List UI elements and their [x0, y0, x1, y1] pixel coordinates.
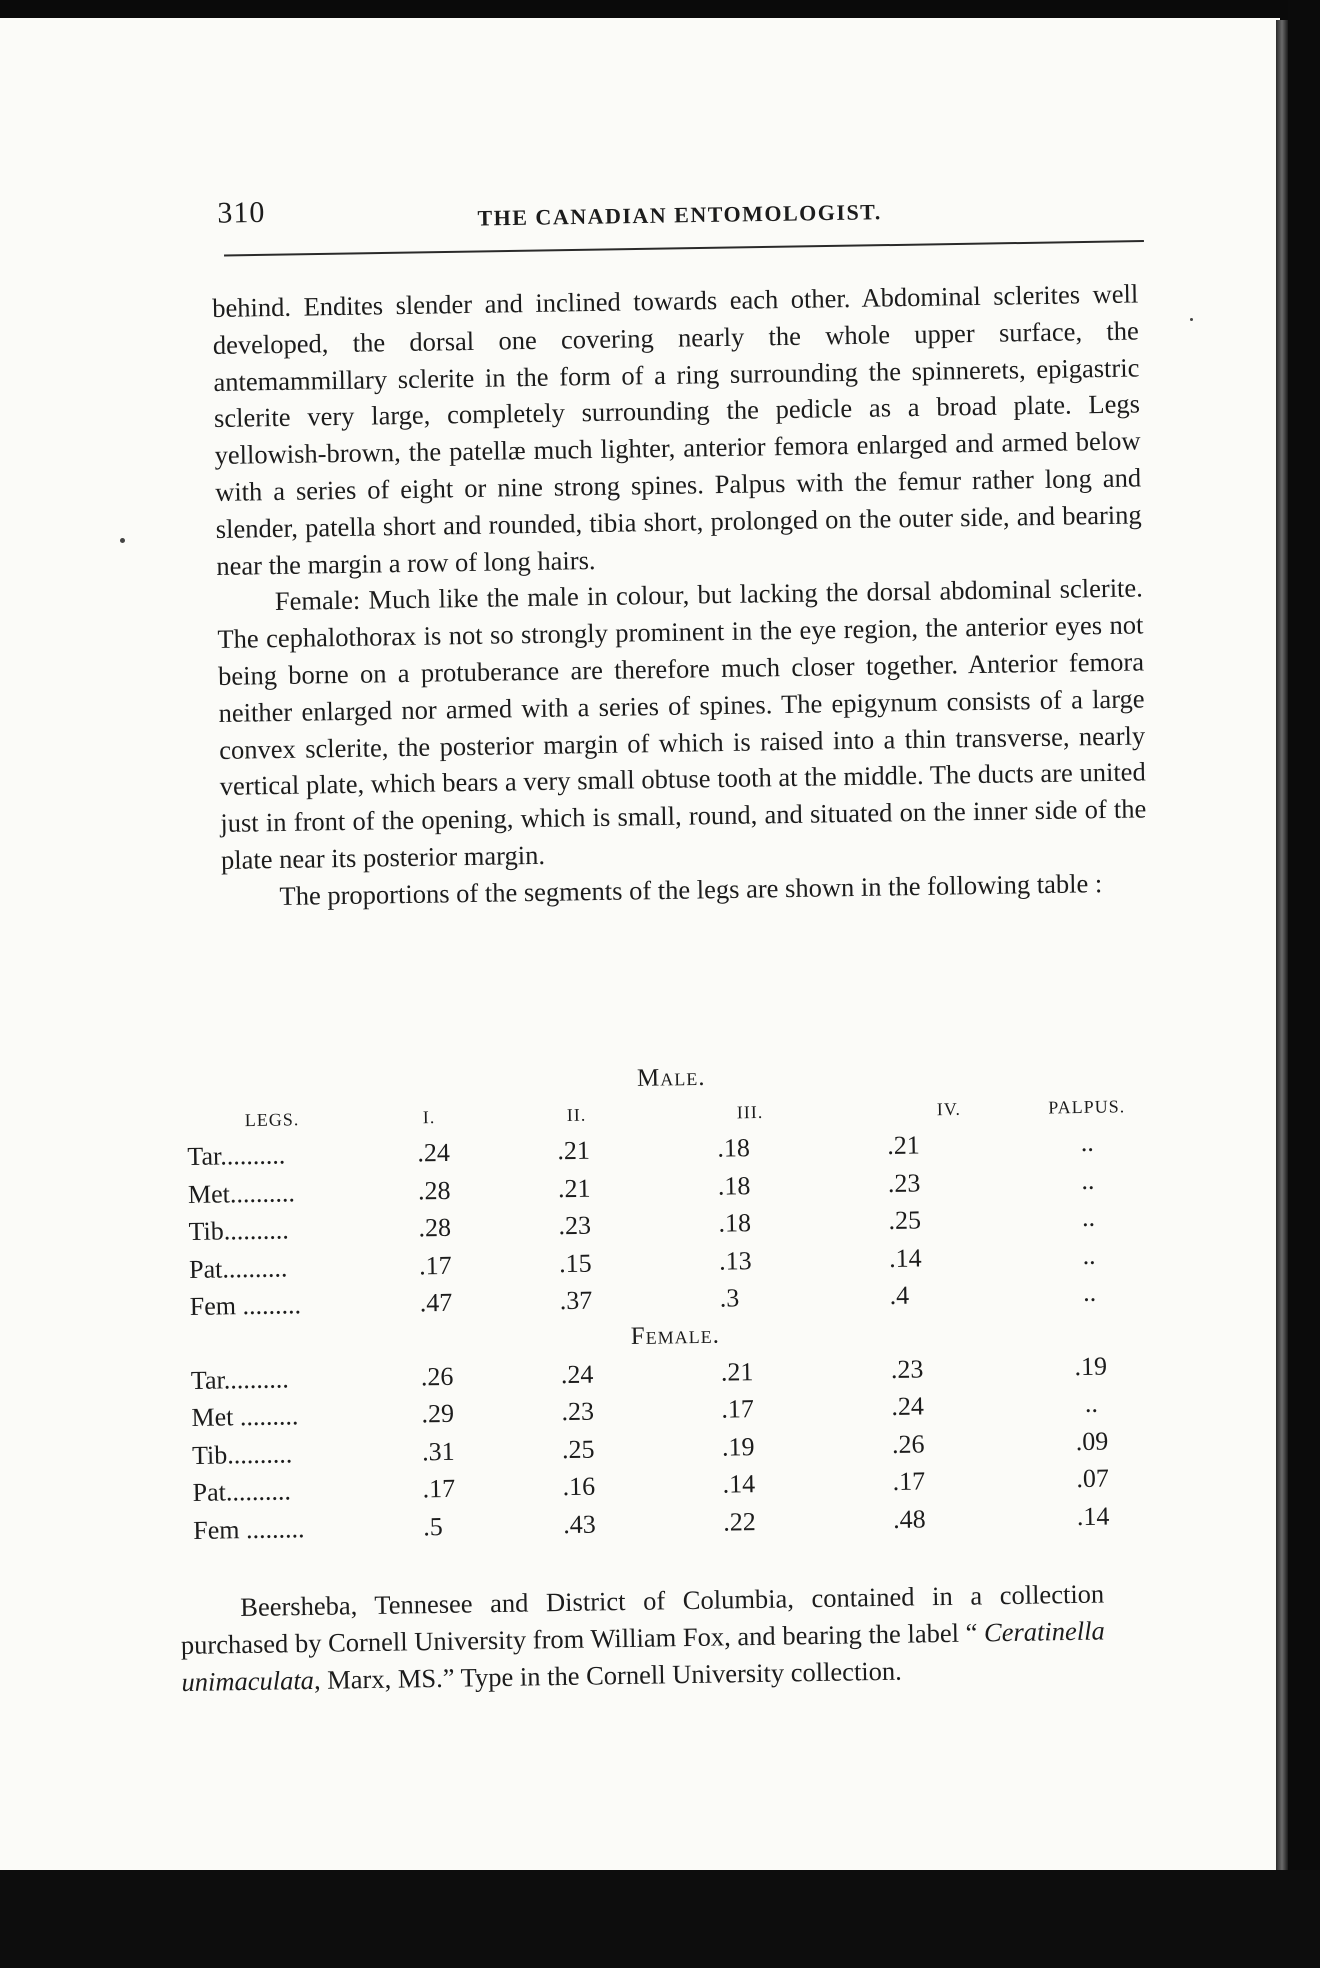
scan-bottom-border: [0, 1870, 1320, 1968]
table-cell: .23: [887, 1167, 921, 1198]
table-cell: .23: [890, 1353, 924, 1384]
locality-note: [180, 1575, 1106, 1700]
running-head: THE CANADIAN ENTOMOLOGIST.: [477, 199, 882, 231]
table-cell: .16: [562, 1471, 596, 1502]
leg-label: Met .........: [191, 1401, 299, 1432]
table-cell: .15: [558, 1248, 592, 1278]
table-cell: .19: [1074, 1351, 1108, 1381]
female-section-title: Female.: [630, 1321, 721, 1350]
locality-text-end: , Marx, MS.” Type in the Cornell University collection.: [313, 1655, 903, 1695]
table-cell: .5: [423, 1511, 443, 1541]
table-cell: ..: [1084, 1388, 1099, 1418]
table-cell: .23: [561, 1396, 595, 1427]
table-cell: .07: [1076, 1463, 1110, 1494]
table-cell: ..: [1081, 1165, 1095, 1195]
table-cell: .09: [1075, 1426, 1109, 1456]
table-cell: .23: [558, 1210, 592, 1241]
leg-proportions-table: [186, 1053, 1153, 1549]
paragraph-female-description: Female: Much like the male in colour, but lacking the dorsal abdominal sclerite. The cephalothorax is not so strongly prominent in the eye region, the anterior eyes not being borne on a protuberance are therefore much closer together. Anterior femora neither enlarged nor armed with a series of spines. The epigynum consists of a large convex sclerite, the posterior margin of which is raised into a thin transverse, nearly vertical plate, which bears a very small obtuse tooth at the middle. The ducts are united just in front of the opening, which is small, round, and situated on the inner side of the plate near its posterior margin.: [217, 572, 1147, 875]
table-cell: .17: [422, 1473, 456, 1504]
table-cell: .31: [421, 1436, 455, 1466]
table-cell: .21: [557, 1173, 591, 1203]
body-text: [212, 275, 1148, 915]
table-cell: .28: [418, 1212, 452, 1243]
table-cell: .17: [418, 1250, 452, 1280]
table-cell: .43: [562, 1509, 596, 1539]
table-cell: .14: [888, 1242, 922, 1273]
page-spine-edge: [1276, 20, 1288, 1870]
table-cell: ..: [1082, 1277, 1097, 1307]
leg-label: Tar..........: [190, 1363, 289, 1395]
margin-speck: [1190, 318, 1193, 321]
male-section-title: Male.: [636, 1063, 706, 1092]
col-header-iv: IV.: [936, 1098, 962, 1120]
col-header-i: I.: [422, 1107, 436, 1128]
leg-label: Met..........: [187, 1177, 296, 1209]
table-cell: .14: [1076, 1501, 1110, 1531]
leg-label: Tib..........: [188, 1215, 289, 1246]
table-cell: .26: [891, 1428, 925, 1459]
table-cell: .37: [559, 1285, 593, 1316]
leg-label: Pat..........: [188, 1252, 288, 1284]
table-cell: ..: [1082, 1240, 1096, 1270]
leg-label: Fem .........: [193, 1513, 305, 1545]
table-cell: .3: [719, 1283, 740, 1313]
page-number: 310: [217, 195, 266, 230]
table-cell: .25: [561, 1434, 595, 1464]
table-cell: .22: [722, 1506, 756, 1537]
table-cell: .24: [891, 1391, 925, 1421]
col-header-iii: III.: [736, 1101, 764, 1123]
table-cell: .4: [889, 1280, 910, 1310]
table-cell: .24: [417, 1137, 451, 1168]
table-cell: .13: [718, 1245, 752, 1276]
table-cell: .28: [417, 1175, 451, 1205]
table-cell: .18: [717, 1170, 751, 1201]
table-cell: .14: [722, 1469, 756, 1499]
table-cell: .17: [892, 1466, 926, 1496]
closing-paragraph: [180, 1575, 1106, 1700]
table-cell: .24: [560, 1359, 594, 1389]
col-header-palpus: PALPUS.: [1048, 1096, 1126, 1118]
table-cell: .21: [720, 1356, 754, 1387]
col-header-ii: II.: [566, 1104, 587, 1126]
leg-label: Pat..........: [192, 1476, 292, 1507]
table-cell: .21: [557, 1135, 591, 1166]
table-cell: .19: [721, 1431, 755, 1462]
table-cell: ..: [1080, 1127, 1095, 1157]
table-cell: .18: [718, 1208, 752, 1238]
table-cell: .48: [892, 1503, 926, 1534]
table-cell: ..: [1081, 1202, 1096, 1232]
table-cell: .29: [421, 1398, 455, 1429]
leg-label: Fem .........: [189, 1290, 302, 1321]
locality-text: Beersheba, Tennesee and District of Columbia, contained in a collection purchased by Cornell University from William Fox, and bearing the label “: [180, 1578, 1105, 1660]
species-name: Ceratinella unimaculata: [181, 1615, 1105, 1697]
col-header-legs: LEGS.: [244, 1109, 300, 1131]
table-cell: .21: [887, 1130, 921, 1160]
leg-label: Tib..........: [191, 1438, 293, 1470]
table-cell: .25: [888, 1205, 922, 1235]
scan-right-border: [1288, 0, 1320, 1968]
paragraph-male-description: behind. Endites slender and inclined towards each other. Abdominal sclerites well developed, the dorsal one covering nearly the whole upper surface, the antemammillary sclerite in the form of a ring surrounding the spinnerets, epigastric sclerite very large, completely surrounding the pedicle as a broad plate. Legs yellowish-brown, the patellæ much lighter, anterior femora enlarged and armed below with a series of eight or nine strong spines. Palpus with the femur rather long and slender, patella short and rounded, tibia short, prolonged on the outer side, and bearing near the margin a row of long hairs.: [212, 278, 1142, 581]
table-cell: .17: [721, 1394, 755, 1424]
table-cell: .26: [420, 1361, 454, 1391]
margin-speck: [120, 538, 125, 543]
table-cell: .18: [717, 1133, 751, 1163]
table-cell: .47: [419, 1287, 453, 1318]
leg-label: Tar..........: [187, 1140, 286, 1171]
paragraph-table-intro: The proportions of the segments of the legs are shown in the following table :: [279, 867, 1103, 911]
